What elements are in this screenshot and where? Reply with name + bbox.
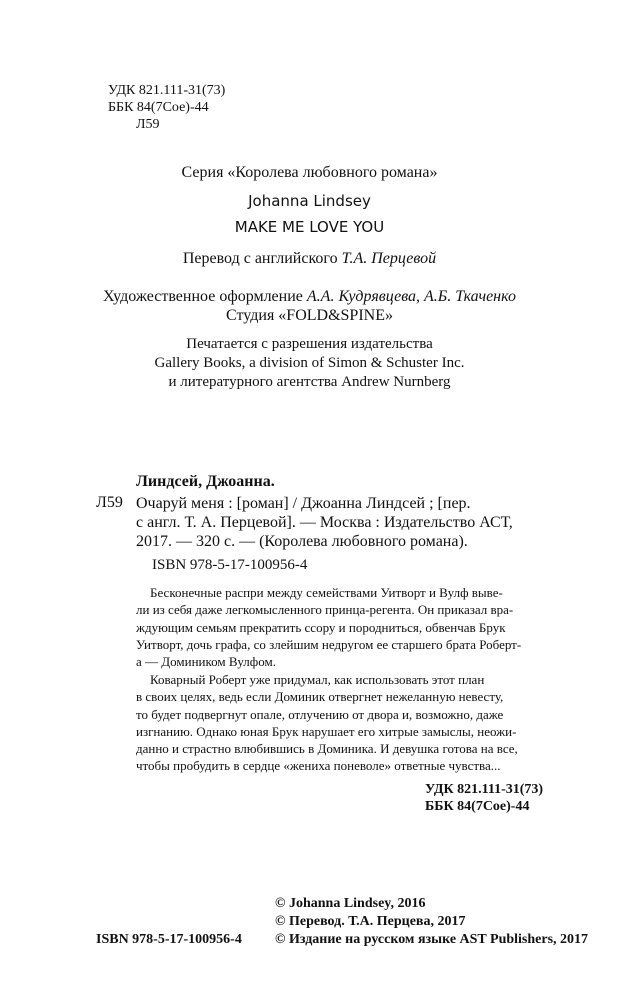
permission-line-1: Печатается с разрешения издательства [186, 336, 433, 352]
bbk-code-top: ББК 84(7Сое)-44 [108, 100, 209, 115]
translation-prefix: Перевод с английского [182, 250, 342, 267]
art-design-studio: Студия «FOLD&SPINE» [226, 307, 393, 324]
copyright-line-1: © Johanna Lindsey, 2016 [275, 896, 426, 911]
translation-credit [0, 250, 619, 268]
catalog-line-1: Очаруй меня : [роман] / Джоанна Линдсей ; [пер. [136, 495, 471, 512]
copyright-line-3: © Издание на русском языке AST Publishers, 2017 [275, 932, 589, 947]
annotation-p1-line-2: ли из себя даже легкомысленного принца-регента. Он приказал вра- [136, 602, 514, 618]
bbk-code-bottom: ББК 84(7Сое)-44 [425, 799, 530, 814]
annotation-p2-line-4: изгнанию. Однако юная Брук нарушает его хитрые замыслы, неожи- [136, 723, 517, 739]
author-mark-top: Л59 [136, 117, 160, 132]
translator-name: Т.А. Перцевой [341, 250, 437, 267]
art-design-artists: А.А. Кудрявцева, А.Б. Ткаченко [306, 288, 516, 305]
original-author: Johanna Lindsey [248, 192, 371, 210]
udk-code-top: УДК 821.111-31(73) [108, 83, 226, 98]
annotation-p1-line-1: Бесконечные распри между семействами Уитворт и Вулф выве- [150, 585, 503, 600]
catalog-isbn: ISBN 978-5-17-100956-4 [152, 557, 308, 573]
original-title: MAKE ME LOVE YOU [234, 218, 385, 236]
annotation-paragraph-2 [136, 671, 551, 775]
catalog-heading: Линдсей, Джоанна. [136, 473, 275, 490]
art-design-credit [0, 288, 619, 306]
annotation-p1-line-4: Уитворт, дочь графа, со злейшим недругом ее старшего брата Роберт- [136, 636, 522, 652]
annotation-p2-line-5: данно и страстно влюбившись в Доминика. И девушка готова на все, [136, 741, 518, 757]
annotation-p2-line-6: чтобы пробудить в сердце «жениха поневоле» ответные чувства... [136, 758, 501, 774]
series-title: Серия «Королева любовного романа» [181, 164, 438, 181]
annotation-p1-line-5: а — Домиником Вулфом. [136, 654, 276, 670]
annotation-paragraph-1 [136, 584, 551, 670]
catalog-description [136, 494, 556, 551]
permission-line-3: и литературного агентства Andrew Nurnberg [168, 374, 451, 390]
permission-line-2: Gallery Books, a division of Simon & Schuster Inc. [154, 355, 465, 371]
isbn-bottom: ISBN 978-5-17-100956-4 [96, 932, 242, 947]
annotation-p2-line-2: в своих целях, ведь если Доминик отвергнет нежеланную невесту, [136, 689, 504, 705]
catalog-line-2: с англ. Т. А. Перцевой]. — Москва : Издательство АСТ, [136, 514, 513, 531]
copyright-line-2: © Перевод. Т.А. Перцева, 2017 [275, 914, 466, 929]
annotation-p2-line-1: Коварный Роберт уже придумал, как использовать этот план [150, 672, 485, 687]
art-design-prefix: Художественное оформление [103, 288, 307, 305]
annotation-p1-line-3: ждующим семьям прекратить ссору и породниться, обвенчав Брук [136, 619, 506, 635]
catalog-line-3: 2017. — 320 с. — (Королева любовного романа). [136, 533, 468, 550]
annotation-p2-line-3: то будет подвергнут опале, отлучению от двора и, возможно, даже [136, 706, 504, 722]
catalog-mark: Л59 [96, 494, 123, 511]
udk-code-bottom: УДК 821.111-31(73) [425, 782, 544, 797]
